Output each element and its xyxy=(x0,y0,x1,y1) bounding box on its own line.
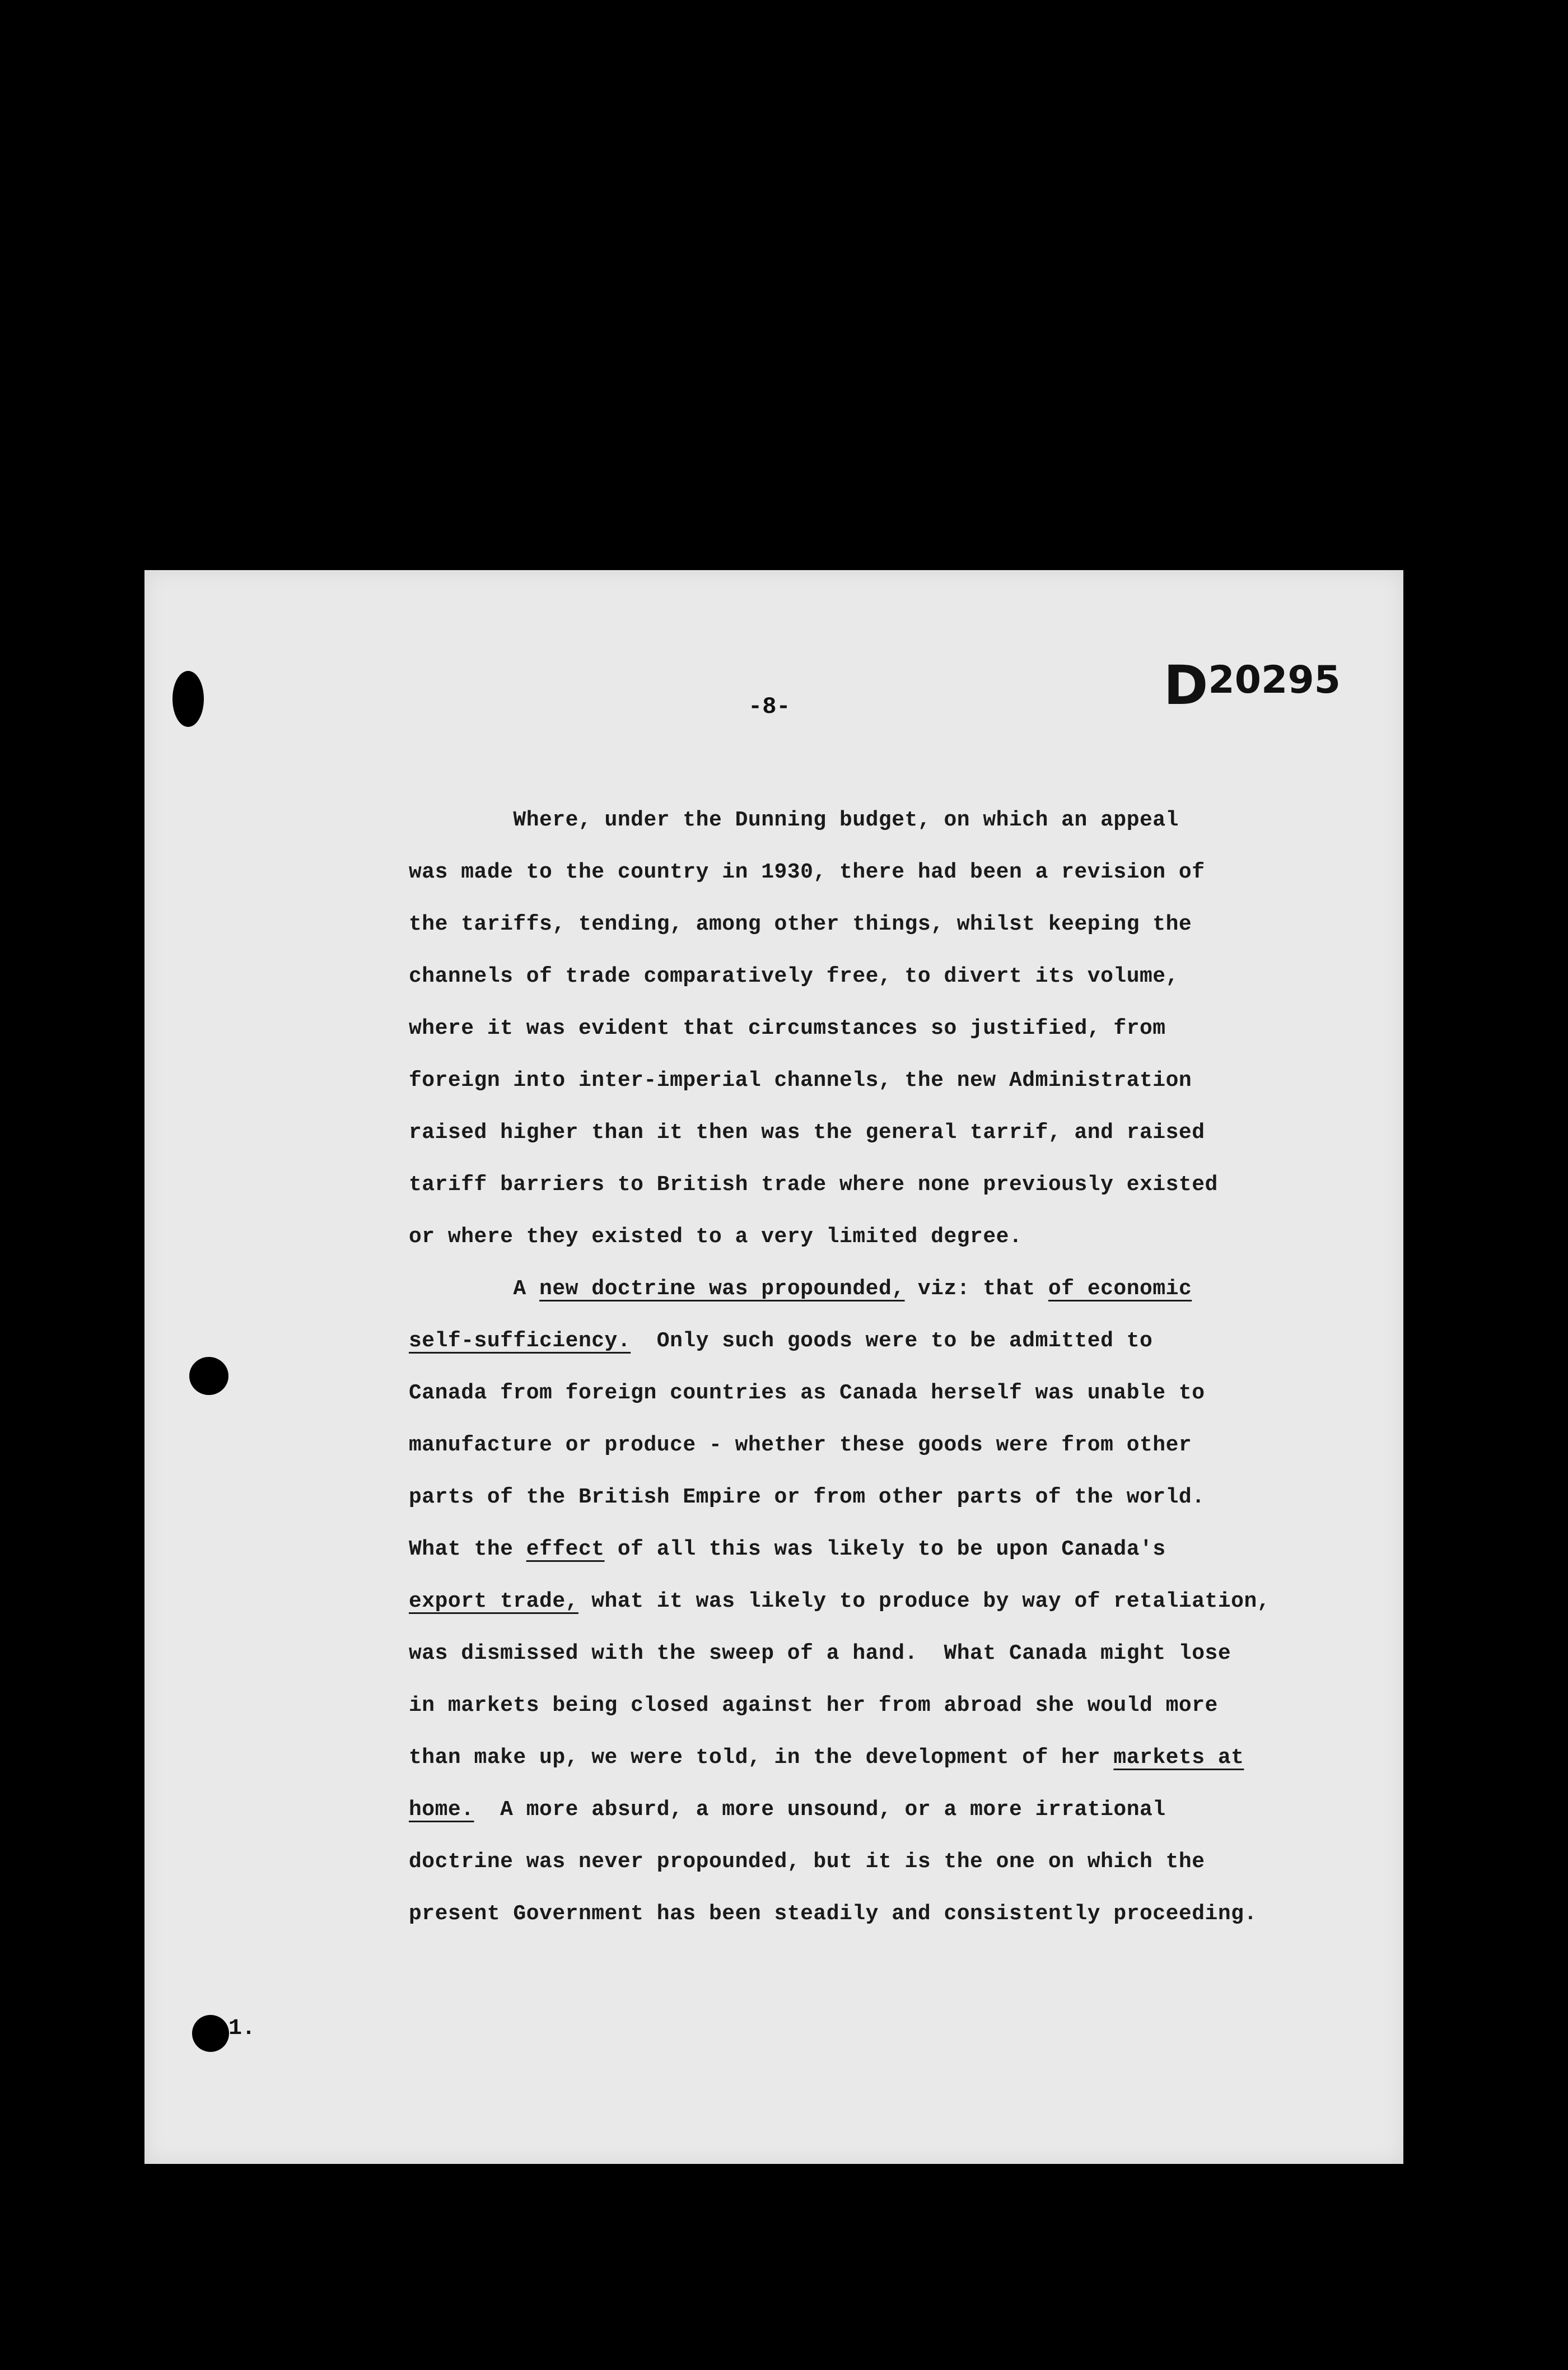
text-line: present Government has been steadily and consistently proceeding. xyxy=(409,1902,1257,1926)
body-text xyxy=(409,794,1417,1940)
underlined-phrase: of economic xyxy=(1048,1277,1192,1301)
text-line: where it was evident that circumstances so justified, from xyxy=(409,1016,1166,1041)
footer-mark: 1. xyxy=(228,2016,256,2041)
text-line: Where, under the Dunning budget, on which an appeal xyxy=(409,808,1179,832)
text-line: doctrine was never propounded, but it is the one on which the xyxy=(409,1850,1205,1874)
underlined-phrase: home. xyxy=(409,1798,474,1822)
underlined-phrase: markets at xyxy=(1113,1746,1244,1770)
text-line: export trade, what it was likely to produce by way of retaliation, xyxy=(409,1589,1271,1613)
text-line: parts of the British Empire or from other parts of the world. xyxy=(409,1485,1205,1509)
text-line: was made to the country in 1930, there had been a revision of xyxy=(409,860,1205,884)
text-line: What the effect of all this was likely to be upon Canada's xyxy=(409,1537,1166,1561)
text-line: A new doctrine was propounded, viz: that of economic xyxy=(409,1277,1192,1301)
text-line: home. A more absurd, a more unsound, or a more irrational xyxy=(409,1798,1166,1822)
underlined-phrase: new doctrine was propounded, xyxy=(539,1277,905,1301)
underlined-phrase: effect xyxy=(526,1537,605,1561)
text-line: manufacture or produce - whether these goods were from other xyxy=(409,1433,1192,1457)
page-number: -8- xyxy=(748,693,791,720)
document-page xyxy=(144,570,1403,2164)
punch-hole xyxy=(189,1357,228,1395)
text-line: tariff barriers to British trade where none previously existed xyxy=(409,1173,1218,1197)
punch-hole xyxy=(192,2015,229,2052)
underlined-phrase: self-sufficiency. xyxy=(409,1329,631,1353)
underlined-phrase: export trade, xyxy=(409,1589,578,1613)
stamp-letter: D xyxy=(1163,654,1208,717)
punch-hole xyxy=(172,671,204,727)
text-line: Canada from foreign countries as Canada herself was unable to xyxy=(409,1381,1205,1405)
text-line: in markets being closed against her from abroad she would more xyxy=(409,1693,1218,1718)
text-line: foreign into inter-imperial channels, the new Administration xyxy=(409,1069,1192,1093)
stamp-number: 20295 xyxy=(1208,658,1341,702)
text-line: the tariffs, tending, among other things, whilst keeping the xyxy=(409,912,1192,936)
text-line: or where they existed to a very limited degree. xyxy=(409,1225,1023,1249)
text-line: self-sufficiency. Only such goods were to be admitted to xyxy=(409,1329,1153,1353)
text-line: channels of trade comparatively free, to divert its volume, xyxy=(409,964,1179,988)
text-line: raised higher than it then was the general tarrif, and raised xyxy=(409,1121,1205,1145)
text-line: than make up, we were told, in the development of her markets at xyxy=(409,1746,1244,1770)
document-stamp xyxy=(1163,643,1341,717)
text-line: was dismissed with the sweep of a hand. What Canada might lose xyxy=(409,1641,1231,1665)
